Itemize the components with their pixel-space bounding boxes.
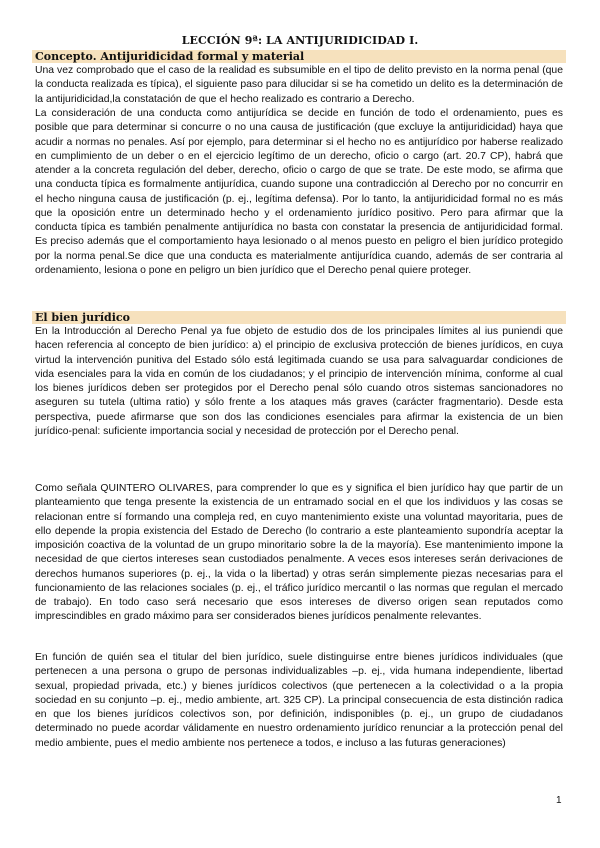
- page-number: 1: [556, 795, 562, 806]
- section-heading-concepto: Concepto. Antijuridicidad formal y material: [35, 50, 305, 63]
- paragraph: Como señala QUINTERO OLIVARES, para comprender lo que es y significa el bien jurídico hay que partir de un planteamiento que tenga presente la existencia de un entramado social en el que los individuos y las cosas se relacionan entre sí formando una compleja red, en cuyo mantenimiento existe una voluntad mayoritaria, pues de ello depende la propia existencia del Estado de Derecho (lo contrario a este planteamiento supondría aceptar la imposición coactiva de la voluntad de un grupo minoritario sobre la de la mayoría). Ese mantenimiento impone la necesidad de que ciertos intereses sean custodiados penalmente. A veces esos intereses serán derivaciones de derechos humanos superiores (p. ej., la vida o la libertad) y otras serán simplemente piezas necesarias para el funcionamiento de las relaciones sociales (p. ej., el tráfico jurídico mercantil o las normas que regulan el mercado de trabajo). En todo caso será necesario que esos intereses de diverso origen sean reputados como imprescindibles en grado máximo para ser considerados bienes jurídicos penalmente relevantes.: [35, 483, 563, 623]
- paragraph: En función de quién sea el titular del bien jurídico, suele distinguirse entre bienes jurídicos individuales (que pertenecen a una persona o grupo de personas individualizables –p. ej., vida humana independiente, libertad sexual, propiedad privada, etc.) y bienes jurídicos colectivos (que pertenecen a la colectividad o a la propia sociedad en su conjunto –p. ej., medio ambiente, art. 325 CP). La principal consecuencia de esta distinción radica en que los bienes jurídicos colectivos son, por definición, indisponibles (p. ej., un grupo de ciudadanos determinado no puede acordar válidamente en nuestro ordenamiento jurídico renunciar a la protección penal del medio ambiente, pues el medio ambiente nos pertenece a todos, e incluso a las futuras generaciones): [35, 652, 563, 749]
- paragraph: La consideración de una conducta como antijurídica se decide en función de todo el ordenamiento, pues es posible que para determinar si concurre o no una causa de justificación (que excluye la antijuridicidad) haya que acudir a normas no penales. Así por ejemplo, para determinar si el hecho no es antijurídico por haberse realizado en cumplimiento de un deber o en el ejercicio legítimo de un derecho, oficio o cargo (art. 20.7 CP), habrá que atender a la concreta regulación del deber, derecho, oficio o cargo de que se trate. De este modo, se afirma que una conducta típica es formalmente antijurídica, cuando supone una contradicción al Derecho por no concurrir en el hecho ninguna causa de justificación (p. ej., legítima defensa). Por lo tanto, la antijuridicidad formal no es más que la oposición entre un determinado hecho y el ordenamiento jurídico positivo. Pero para afirmar que la conducta típica es también penalmente antijurídica no basta con constatar la presencia de antijuridicidad formal. Es preciso además que el comportamiento haya lesionado o al menos puesto en peligro el bien jurídico protegido por la norma penal.Se dice que una conducta es materialmente antijurídica cuando, además de ser contraria al ordenamiento, lesiona o pone en peligro un bien jurídico que el Derecho penal quiere proteger.: [35, 108, 563, 276]
- section-heading-bien-juridico: El bien jurídico: [35, 311, 130, 324]
- paragraph: Una vez comprobado que el caso de la realidad es subsumible en el tipo de delito previsto en la norma penal (que la conducta realizada es típica), el siguiente paso para dilucidar si se ha cometido un delito es la determinación de la antijuridicidad,la constatación de que el hecho realizado es contrario a Derecho.: [35, 65, 563, 105]
- page-title: LECCIÓN 9ª: LA ANTIJURIDICIDAD I.: [181, 34, 419, 47]
- paragraph: En la Introducción al Derecho Penal ya fue objeto de estudio dos de los principales límites al ius puniendi que hacen referencia al concepto de bien jurídico: a) el principio de exclusiva protección de bienes jurídicos, en cuya virtud la intervención punitiva del Estado sólo está legitimada cuando se usa para salvaguardar condiciones de vida esenciales para la vida en común de los ciudadanos; y el principio de intervención mínima, conforme al cual los bienes jurídicos deben ser protegidos por el Derecho penal sólo cuando otros sistemas sancionadores no aseguren su tutela (ultima ratio) y sólo frente a los ataques más graves (carácter fragmentario). Desde esta perspectiva, puede afirmarse que son dos las condiciones esenciales para afirmar la existencia de un bien jurídico-penal: suficiente importancia social y necesidad de protección por el Derecho penal.: [35, 326, 563, 437]
